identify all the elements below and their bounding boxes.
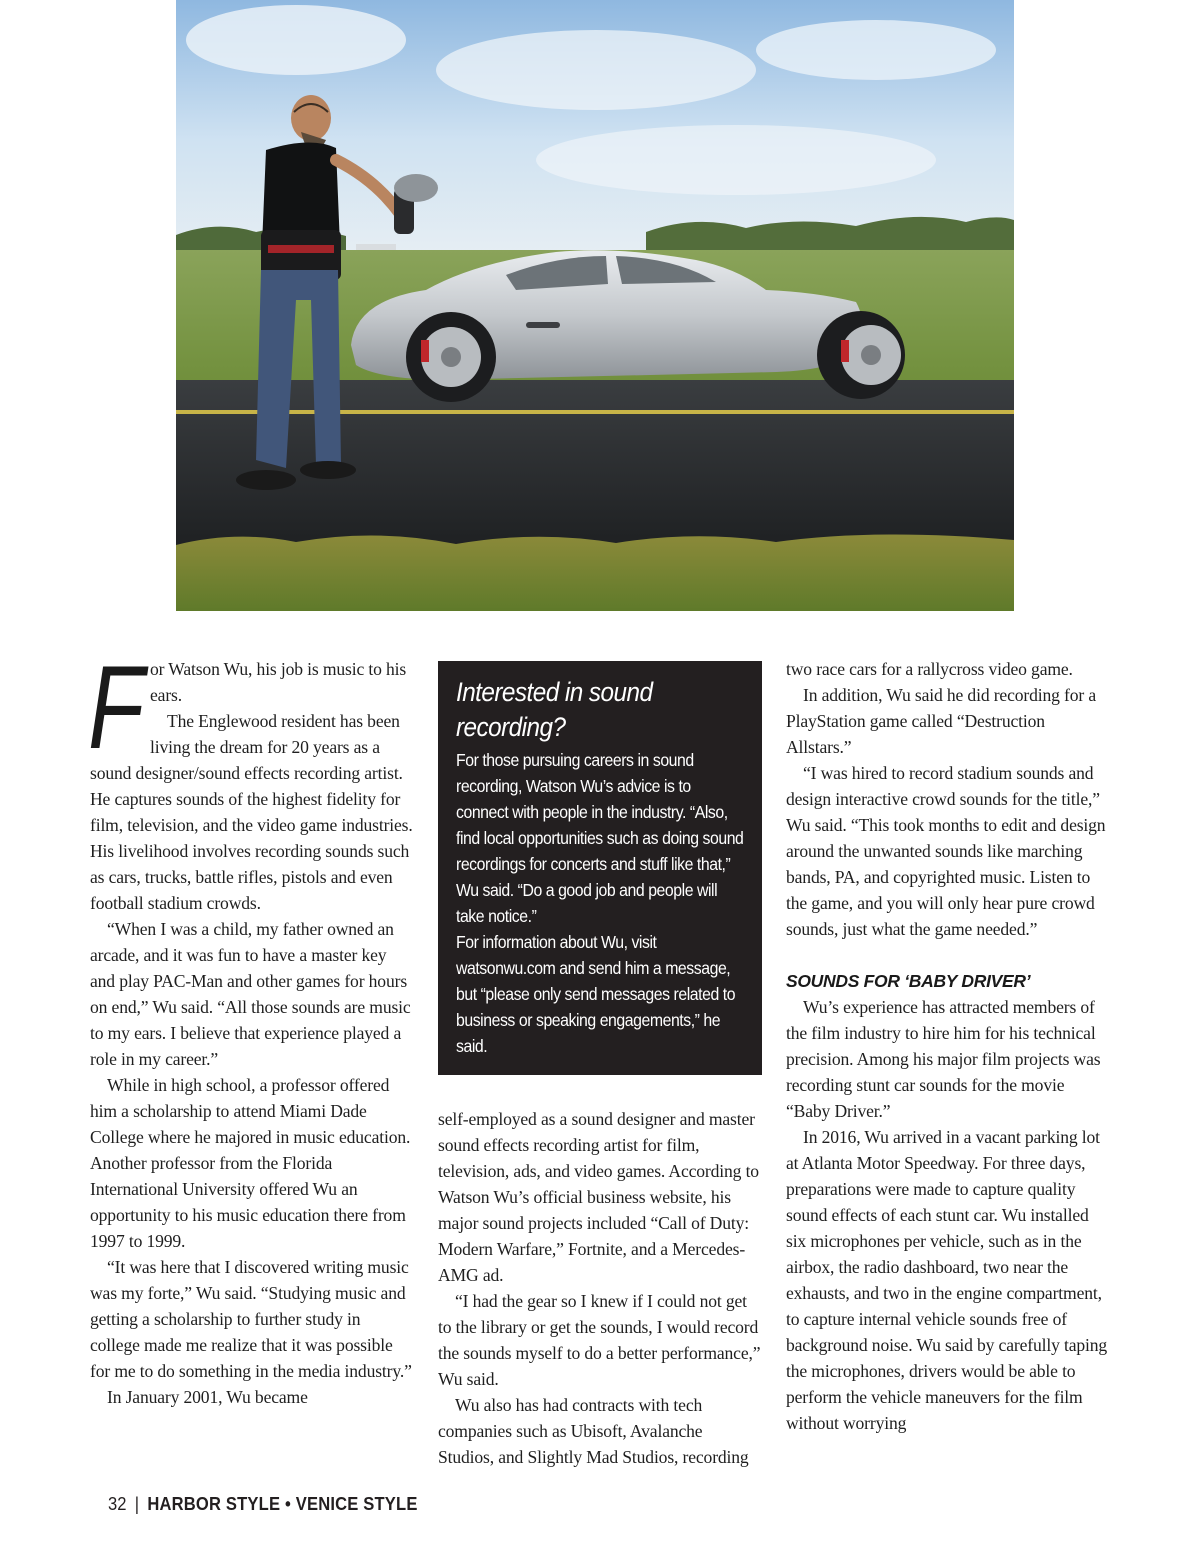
paragraph: While in high school, a professor offered him a scholarship to attend Miami Dade College where he majored in music education. Another professor from the Florida International University offered Wu an opportunity to his music education there from 1997 to 1999. [90,1075,411,1251]
paragraph: “It was here that I discovered writing music was my forte,” Wu said. “Studying music and getting a scholarship to further study in college made me realize that it was possible for me to do something in the media industry.” [90,1257,412,1381]
sidebar-title: Interested in sound recording? [456,677,653,742]
sidebar-body [456,747,746,1059]
paragraph: “I was hired to record stadium sounds and design interactive crowd sounds for the title,” Wu said. “This took months to edit and design around the unwanted sounds like marching bands, PA, and copyrighted music. Listen to the game, and you will only hear pure crowd sounds, just what the game needed.” [786,763,1106,939]
sidebar-paragraph: For information about Wu, visit watsonwu.com and send him a message, but “please only send messages related to business or speaking engagements,” he said. [456,932,736,1056]
paragraph: “I had the gear so I knew if I could not get to the library or get the sounds, I would record the sounds myself to do a better performance,” Wu said. [438,1291,761,1389]
paragraph: two race cars for a rallycross video game. [786,659,1073,679]
page-footer [108,1494,418,1515]
article-column-3 [786,656,1112,1436]
sidebar-paragraph: For those pursuing careers in sound recording, Watson Wu’s advice is to connect with people in the industry. “Also, find local opportunities such as doing sound recordings for concerts and stuff like that,” Wu said. “Do a good job and people will take notice.” [456,750,744,926]
paragraph: In January 2001, Wu became [107,1387,308,1407]
hero-photo [176,0,1014,611]
paragraph: “When I was a child, my father owned an arcade, and it was fun to have a master key and play PAC-Man and other games for hours on end,” Wu said. “All those sounds are music to my ears. I believe that experience played a role in my career.” [90,919,411,1069]
road [176,380,1014,550]
magazine-name: HARBOR STYLE • VENICE STYLE [147,1494,418,1514]
article-column-2 [438,1106,762,1470]
paragraph: In 2016, Wu arrived in a vacant parking lot at Atlanta Motor Speedway. For three days, preparations were made to capture quality sound effects of each stunt car. Wu installed six microphones per vehicle, such as in the airbox, the radio dashboard, two near the exhausts, and two in the engine compartment, to capture internal vehicle sounds free of background noise. Wu said by carefully taping the microphones, drivers would be able to perform the vehicle maneuvers for the film without worrying [786,1127,1108,1433]
page-number: 32 [108,1494,127,1514]
paragraph: Wu’s experience has attracted members of the film industry to hire him for his technical precision. Among his major film projects was recording stunt car sounds for the movie “Baby Driver.” [786,997,1101,1121]
section-subhead: SOUNDS FOR ‘BABY DRIVER’ [786,971,1031,991]
photo-illustration [176,0,1014,611]
info-sidebar [438,661,762,1075]
paragraph: The Englewood resident has been living the dream for 20 years as a sound designer/sound effects recording artist. He captures sounds of the highest fidelity for film, television, and the video game industries. His livelihood involves recording sounds such as cars, trucks, battle rifles, pistols and even football stadium crowds. [90,711,413,913]
drop-cap: F [88,642,145,774]
paragraph: In addition, Wu said he did recording for a PlayStation game called “Destruction Allstars.” [786,685,1096,757]
folio-separator: | [134,1494,140,1514]
article-column-1 [88,642,414,1410]
paragraph: Wu also has had contracts with tech companies such as Ubisoft, Avalanche Studios, and Slightly Mad Studios, recording [438,1395,749,1467]
foreground-grass [176,534,1014,611]
paragraph: or Watson Wu, his job is music to his ears. [150,659,407,705]
paragraph: self-employed as a sound designer and master sound effects recording artist for film, television, ads, and video games. According to Watson Wu’s official business website, his major sound projects included “Call of Duty: Modern Warfare,” Fortnite, and a Mercedes-AMG ad. [438,1109,759,1285]
